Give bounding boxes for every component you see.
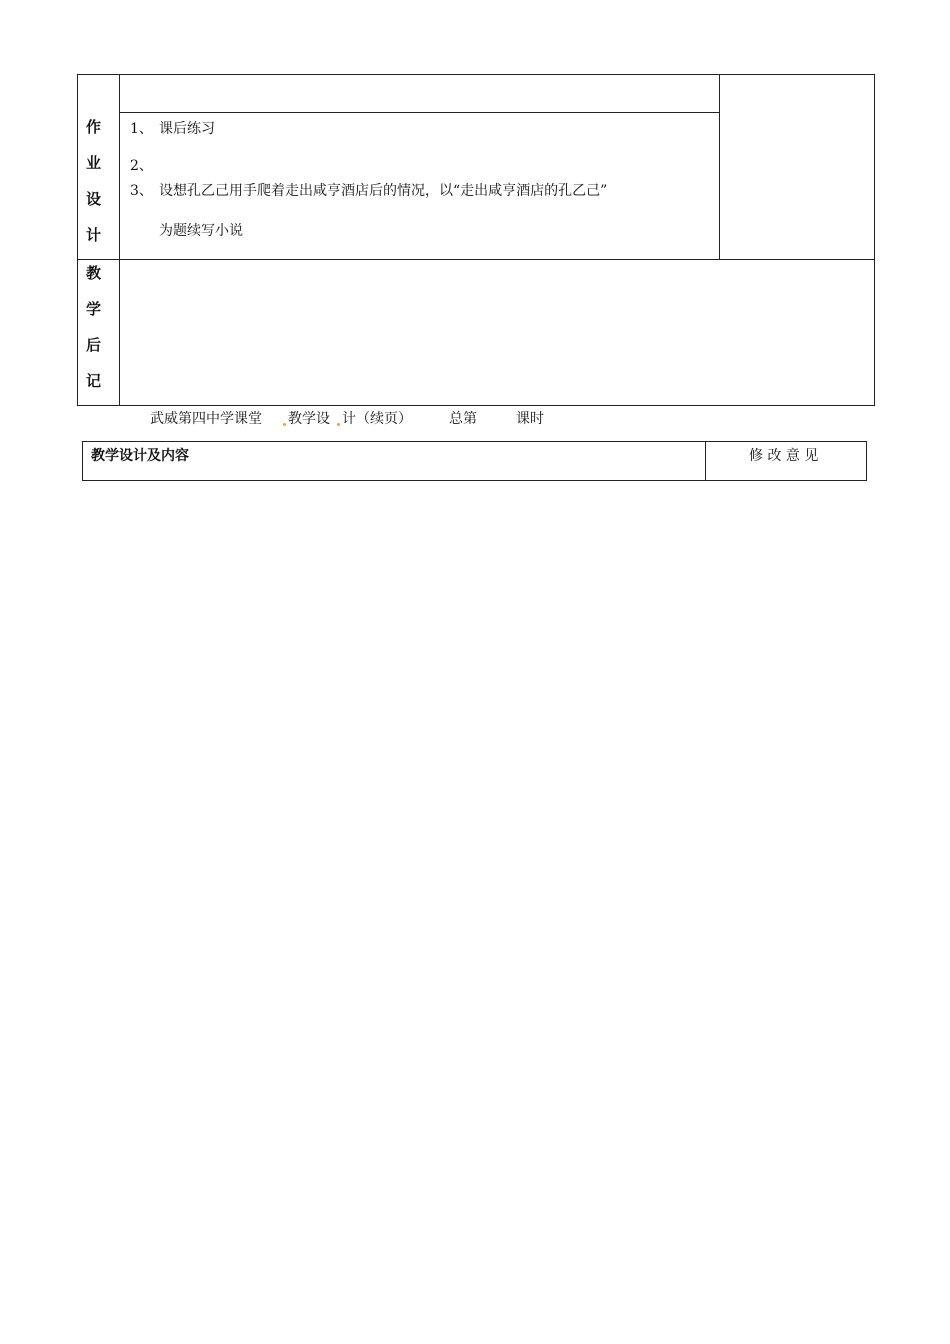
homework-label-char: 业 bbox=[86, 154, 102, 172]
list-item: 课后练习 bbox=[159, 121, 215, 137]
list-item-number: 2、 bbox=[130, 158, 153, 174]
list-item-continuation: 为题续写小说 bbox=[159, 223, 243, 239]
caption-continued: 计（续页） bbox=[342, 411, 412, 427]
caption-design: 教学设 bbox=[288, 411, 330, 427]
afterword-label-char: 后 bbox=[86, 336, 102, 354]
afterword-label-char: 教 bbox=[86, 264, 102, 282]
afterword-label-char: 学 bbox=[86, 300, 102, 318]
list-item: 设想孔乙己用手爬着走出咸亨酒店后的情况，以“走出咸亨酒店的孔乙己” bbox=[159, 183, 608, 199]
caption-school: 武威第四中学课堂 bbox=[150, 411, 262, 427]
mark-dot bbox=[337, 423, 340, 426]
mark-dot bbox=[283, 423, 286, 426]
caption-total: 总第 bbox=[449, 411, 477, 427]
list-item-number: 3、 bbox=[130, 183, 153, 199]
revision-notes-header: 修 改 意 见 bbox=[749, 448, 819, 464]
homework-label-char: 计 bbox=[86, 226, 102, 244]
homework-label-char: 作 bbox=[86, 118, 102, 136]
design-content-header: 教学设计及内容 bbox=[91, 448, 189, 464]
list-item-number: 1、 bbox=[130, 121, 153, 137]
homework-label-char: 设 bbox=[86, 190, 102, 208]
caption-lesson: 课时 bbox=[516, 411, 544, 427]
afterword-label-char: 记 bbox=[86, 372, 102, 390]
